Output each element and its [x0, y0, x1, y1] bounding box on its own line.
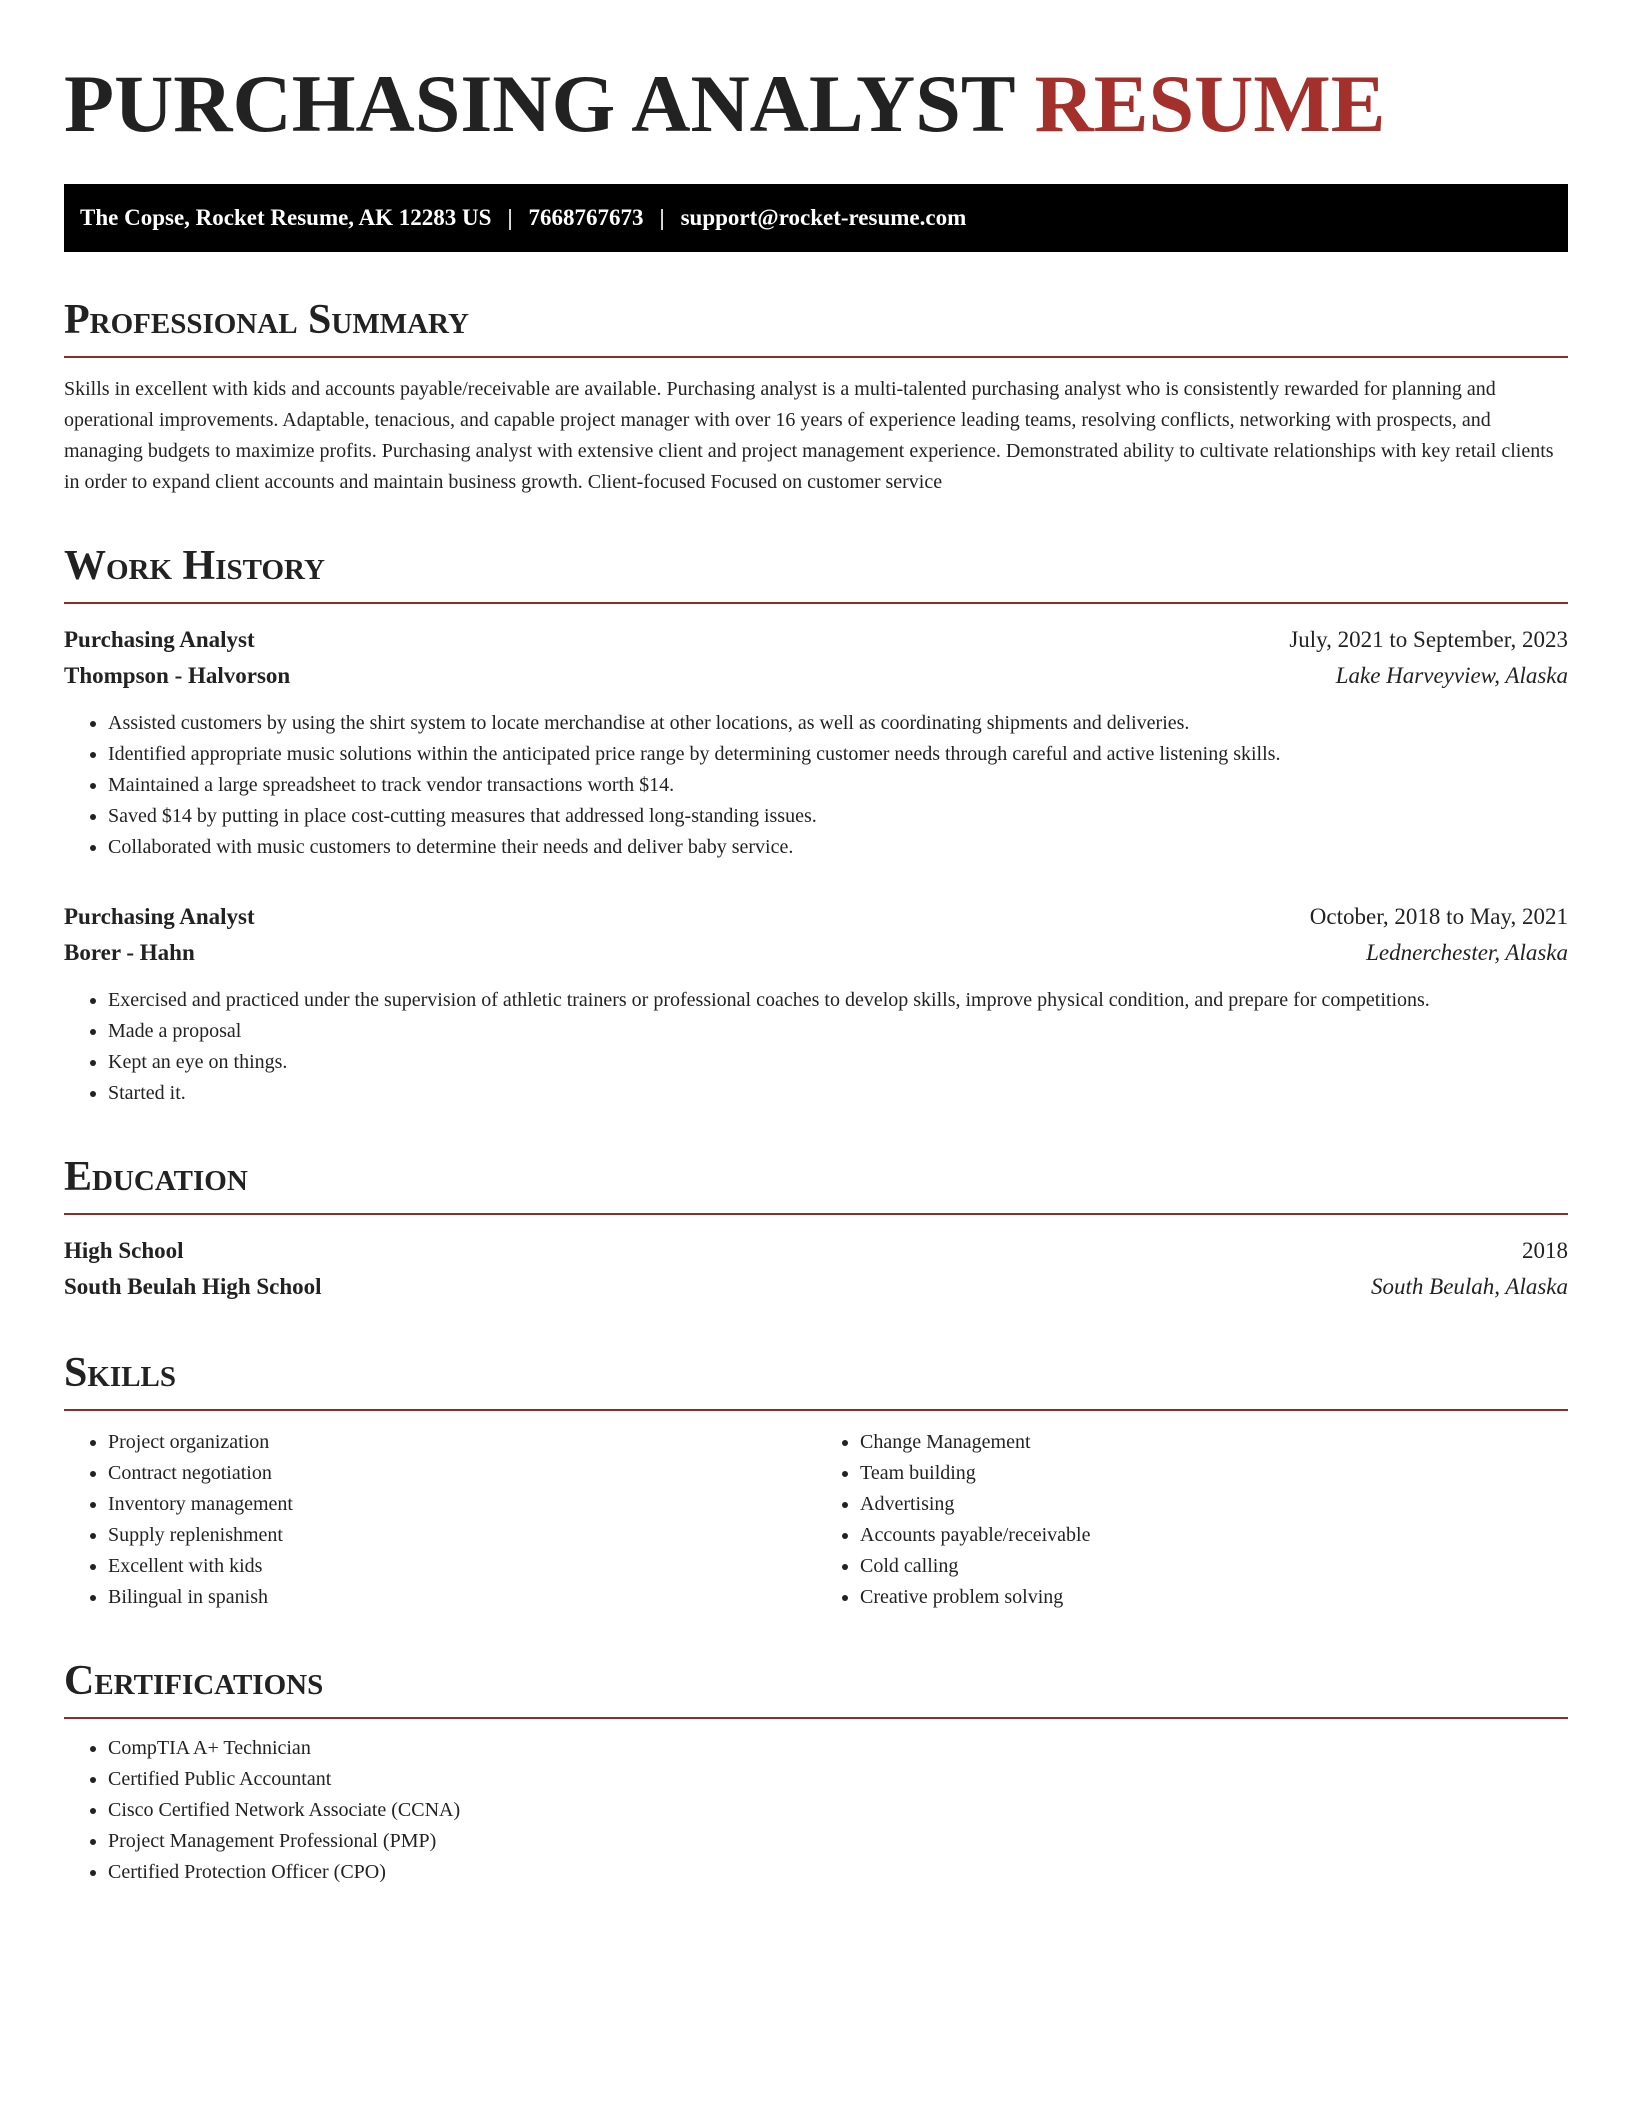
job-dates: July, 2021 to September, 2023	[1289, 627, 1568, 652]
job-company-row	[64, 935, 1568, 971]
list-item: • Cold calling	[860, 1551, 1568, 1582]
list-item: • Contract negotiation	[108, 1458, 816, 1489]
list-item: • Maintained a large spreadsheet to track vendor transactions worth $14.	[108, 770, 1568, 801]
list-item: • Identified appropriate music solutions within the anticipated price range by determining customer needs through careful and active listening skills.	[108, 739, 1568, 770]
education-header-row	[64, 1233, 1568, 1269]
list-item: • Started it.	[108, 1078, 1568, 1109]
job-title: Purchasing Analyst	[64, 904, 255, 929]
job-entry	[64, 899, 1568, 1109]
job-bullets	[64, 708, 1568, 863]
title-accent: RESUME	[1034, 58, 1386, 149]
contact-phone: 7668767673	[528, 205, 644, 230]
list-item: • Team building	[860, 1458, 1568, 1489]
contact-separator: |	[507, 205, 513, 230]
education-school-row	[64, 1269, 1568, 1305]
section-heading: Certifications	[64, 1657, 1568, 1719]
job-dates: October, 2018 to May, 2021	[1309, 904, 1568, 929]
job-bullets	[64, 985, 1568, 1109]
education-entry	[64, 1233, 1568, 1305]
section-heading: Education	[64, 1153, 1568, 1215]
list-item: • Certified Public Accountant	[108, 1764, 1568, 1795]
skills-columns	[64, 1427, 1568, 1613]
list-item: • Made a proposal	[108, 1016, 1568, 1047]
list-item: • Supply replenishment	[108, 1520, 816, 1551]
education-school: South Beulah High School	[64, 1274, 322, 1299]
resume-title	[64, 56, 1568, 152]
list-item: • Exercised and practiced under the supervision of athletic trainers or professional coaches to develop skills, improve physical condition, and prepare for competitions.	[108, 985, 1568, 1016]
list-item: • Cisco Certified Network Associate (CCNA)	[108, 1795, 1568, 1826]
job-header-row	[64, 899, 1568, 935]
skills-list-left	[64, 1427, 816, 1613]
list-item: • Accounts payable/receivable	[860, 1520, 1568, 1551]
job-title: Purchasing Analyst	[64, 627, 255, 652]
education-section	[64, 1153, 1568, 1305]
contact-separator: |	[659, 205, 665, 230]
job-location: Lake Harveyview, Alaska	[1335, 663, 1568, 688]
title-main: PURCHASING ANALYST	[64, 58, 1015, 149]
professional-summary-section	[64, 296, 1568, 498]
list-item: • Advertising	[860, 1489, 1568, 1520]
education-year: 2018	[1522, 1238, 1568, 1263]
list-item: • Inventory management	[108, 1489, 816, 1520]
list-item: • Excellent with kids	[108, 1551, 816, 1582]
list-item: • CompTIA A+ Technician	[108, 1733, 1568, 1764]
section-heading: Work History	[64, 542, 1568, 604]
job-company: Borer - Hahn	[64, 940, 195, 965]
job-header-row	[64, 622, 1568, 658]
certifications-list	[64, 1733, 1568, 1888]
section-heading: Skills	[64, 1349, 1568, 1411]
work-history-section	[64, 542, 1568, 1109]
list-item: • Assisted customers by using the shirt system to locate merchandise at other locations, as well as coordinating shipments and deliveries.	[108, 708, 1568, 739]
contact-bar	[64, 184, 1568, 252]
contact-address: The Copse, Rocket Resume, AK 12283 US	[80, 205, 492, 230]
certifications-section	[64, 1657, 1568, 1888]
list-item: • Certified Protection Officer (CPO)	[108, 1857, 1568, 1888]
list-item: • Collaborated with music customers to determine their needs and deliver baby service.	[108, 832, 1568, 863]
summary-text: Skills in excellent with kids and accounts payable/receivable are available. Purchasing analyst is a multi-talented purchasing analyst who is consistently rewarded for planning and operational improvements. Adaptable, tenacious, and capable project manager with over 16 years of experience leading teams, resolving conflicts, networking with prospects, and managing budgets to maximize profits. Purchasing analyst with extensive client and project management experience. Demonstrated ability to cultivate relationships with key retail clients in order to expand client accounts and maintain business growth. Client-focused Focused on customer service	[64, 378, 1554, 493]
list-item: • Bilingual in spanish	[108, 1582, 816, 1613]
education-location: South Beulah, Alaska	[1371, 1274, 1568, 1299]
list-item: • Project organization	[108, 1427, 816, 1458]
job-company: Thompson - Halvorson	[64, 663, 291, 688]
list-item: • Saved $14 by putting in place cost-cutting measures that addressed long-standing issues.	[108, 801, 1568, 832]
contact-email: support@rocket-resume.com	[680, 205, 967, 230]
skills-list-right	[816, 1427, 1568, 1613]
skills-section	[64, 1349, 1568, 1613]
job-company-row	[64, 658, 1568, 694]
education-degree: High School	[64, 1238, 184, 1263]
list-item: • Kept an eye on things.	[108, 1047, 1568, 1078]
job-location: Lednerchester, Alaska	[1366, 940, 1568, 965]
list-item: • Change Management	[860, 1427, 1568, 1458]
section-heading: Professional Summary	[64, 296, 1568, 358]
list-item: • Creative problem solving	[860, 1582, 1568, 1613]
job-entry	[64, 622, 1568, 863]
list-item: • Project Management Professional (PMP)	[108, 1826, 1568, 1857]
